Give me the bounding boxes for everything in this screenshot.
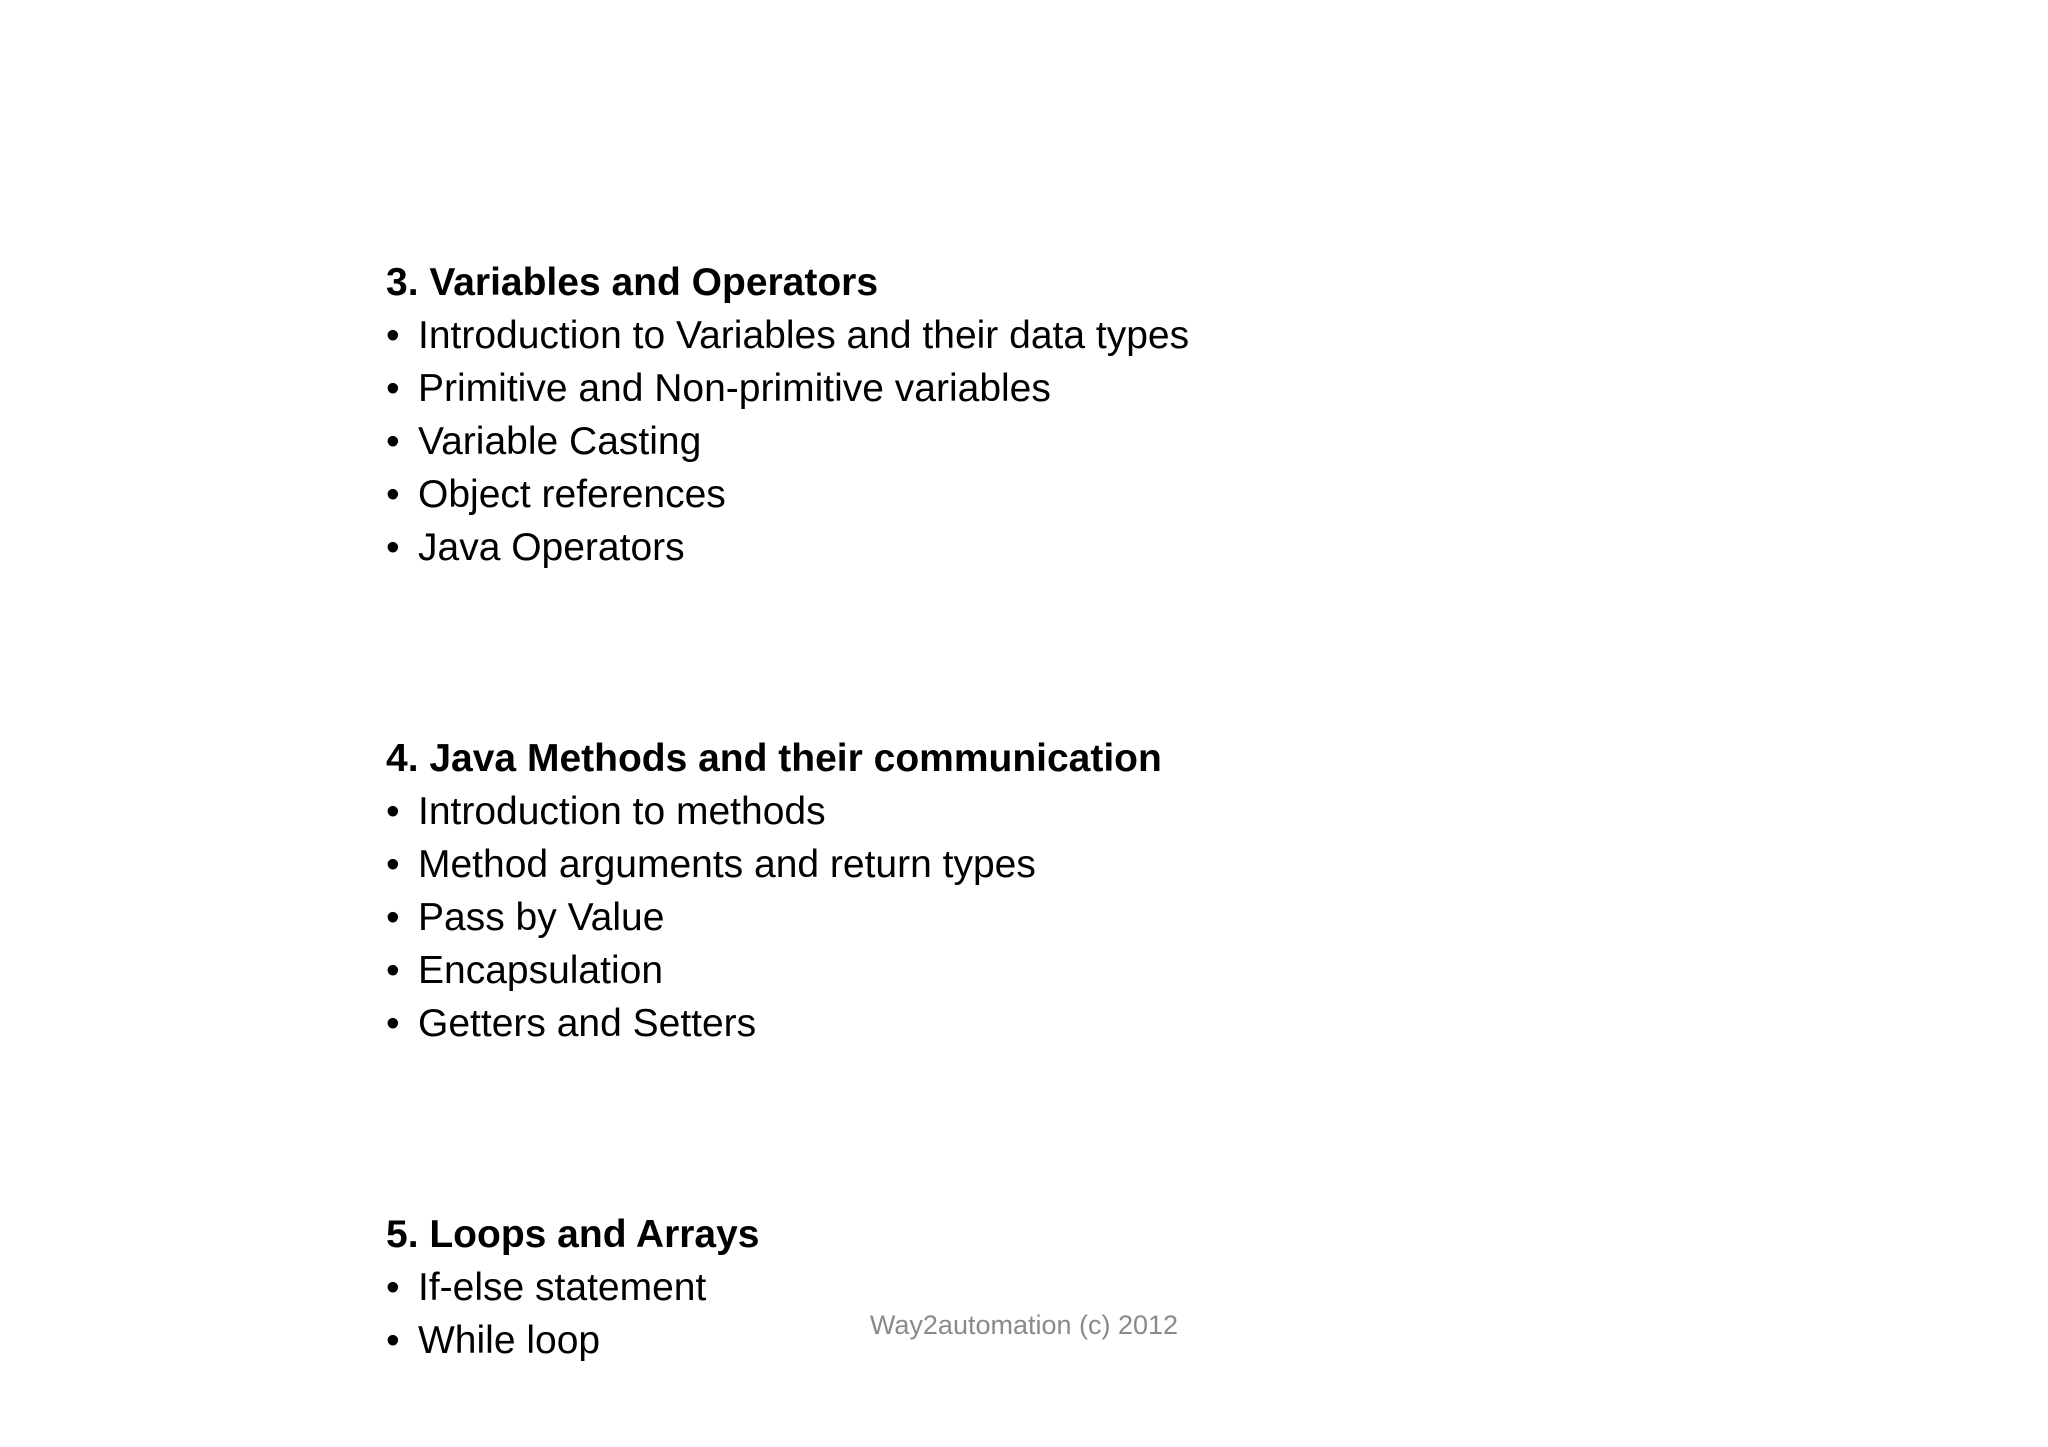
bullet-item <box>386 1261 1786 1314</box>
section-title: 4. Java Methods and their communication <box>386 737 1162 780</box>
bullet-item <box>386 785 1786 838</box>
bullet-text: While loop <box>418 1319 601 1362</box>
bullet-text: If-else statement <box>418 1266 707 1309</box>
bullet-text: Variable Casting <box>418 420 702 463</box>
bullet-text: Encapsulation <box>418 949 664 992</box>
bullet-dot: • <box>386 420 400 463</box>
bullet-text: Introduction to methods <box>418 790 826 833</box>
footer-copyright: Way2automation (c) 2012 <box>869 1310 1179 1340</box>
bullet-text: Object references <box>418 473 726 516</box>
section-title: 5. Loops and Arrays <box>386 1213 760 1256</box>
bullet-dot: • <box>386 790 400 833</box>
bullet-text: Java Operators <box>418 526 685 569</box>
bullet-dot: • <box>386 1319 400 1362</box>
bullet-text: Primitive and Non-primitive variables <box>418 367 1051 410</box>
section-title: 3. Variables and Operators <box>386 261 879 304</box>
bullet-item <box>386 997 1786 1050</box>
bullet-dot: • <box>386 1266 400 1309</box>
bullet-text: Introduction to Variables and their data types <box>418 314 1190 357</box>
section-java-methods <box>386 732 1786 1050</box>
bullet-dot: • <box>386 473 400 516</box>
bullet-dot: • <box>386 896 400 939</box>
bullet-list <box>386 785 1786 1050</box>
bullet-item <box>386 944 1786 997</box>
section-loops-arrays <box>386 1208 1786 1367</box>
bullet-dot: • <box>386 1002 400 1045</box>
bullet-text: Method arguments and return types <box>418 843 1036 886</box>
bullet-item <box>386 521 1786 574</box>
bullet-item <box>386 891 1786 944</box>
bullet-item <box>386 415 1786 468</box>
bullet-text: Getters and Setters <box>418 1002 757 1045</box>
bullet-dot: • <box>386 314 400 357</box>
bullet-dot: • <box>386 949 400 992</box>
bullet-text: Pass by Value <box>418 896 665 939</box>
bullet-item <box>386 838 1786 891</box>
bullet-item <box>386 362 1786 415</box>
bullet-dot: • <box>386 526 400 569</box>
bullet-list <box>386 309 1786 574</box>
bullet-dot: • <box>386 367 400 410</box>
slide-content <box>386 256 1786 1367</box>
bullet-dot: • <box>386 843 400 886</box>
bullet-item <box>386 468 1786 521</box>
bullet-item <box>386 309 1786 362</box>
section-variables-operators <box>386 256 1786 574</box>
